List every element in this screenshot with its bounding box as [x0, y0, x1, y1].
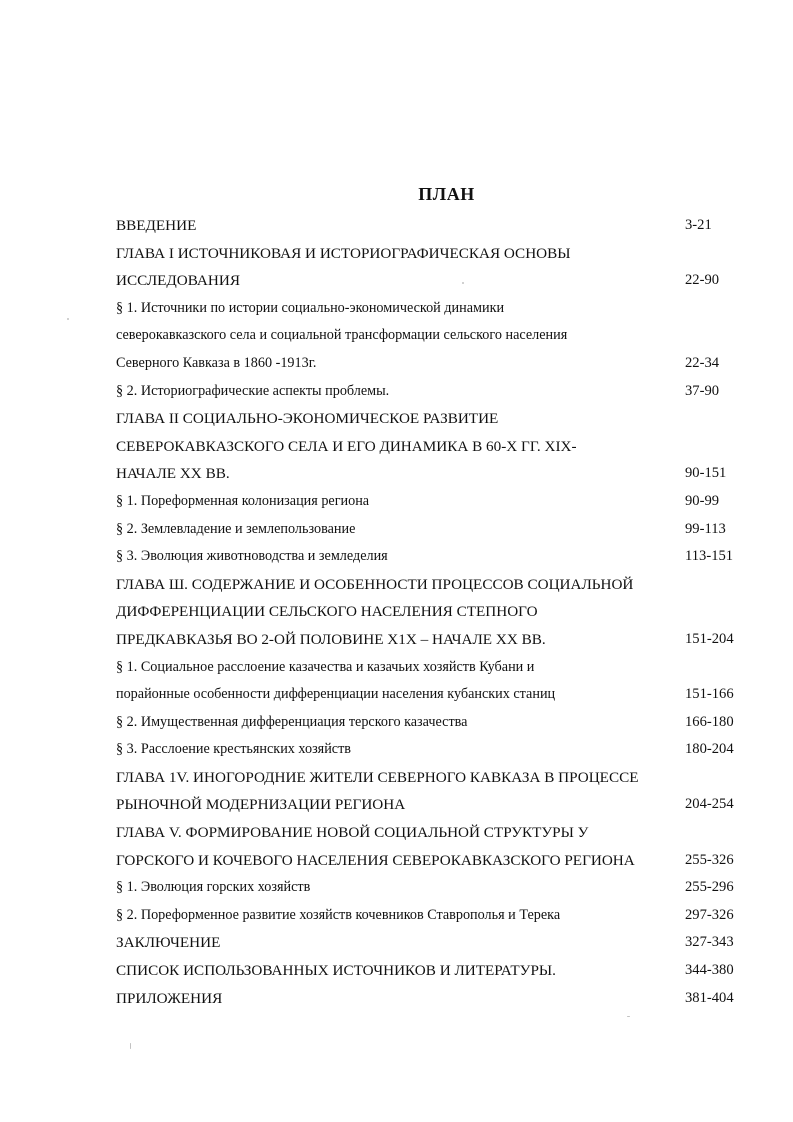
toc-entry-text: § 2. Землевладение и землепользование — [116, 520, 356, 537]
toc-entry-text: северокавказского села и социальной трансформации сельского населения — [116, 327, 568, 344]
scan-speck — [627, 1016, 630, 1017]
page-title: ПЛАН — [418, 184, 475, 204]
toc-row — [116, 350, 746, 378]
toc-row — [116, 543, 746, 571]
toc-entry-text: ГЛАВА 1V. ИНОГОРОДНИЕ ЖИТЕЛИ СЕВЕРНОГО КАВКАЗА В ПРОЦЕССЕ — [116, 768, 639, 786]
toc-page-range: 99-113 — [685, 520, 726, 537]
toc-row — [116, 598, 746, 626]
toc-entry-text: ПРЕДКАВКАЗЬЯ ВО 2-ОЙ ПОЛОВИНЕ Х1Х – НАЧАЛЕ XX ВВ. — [116, 630, 546, 648]
toc-row — [116, 488, 746, 516]
toc-page-range: 297-326 — [685, 906, 734, 923]
toc-entry-text: ИССЛЕДОВАНИЯ — [116, 272, 240, 290]
toc-row — [116, 654, 746, 682]
toc-row — [116, 516, 746, 544]
toc-row — [116, 295, 746, 323]
toc-entry-text: § 2. Историографические аспекты проблемы. — [116, 382, 390, 399]
toc-entry-text: ГЛАВА V. ФОРМИРОВАНИЕ НОВОЙ СОЦИАЛЬНОЙ СТРУКТУРЫ У — [116, 824, 589, 842]
scan-speck — [130, 1043, 131, 1049]
toc-row — [116, 681, 746, 709]
toc-entry-text: ГОРСКОГО И КОЧЕВОГО НАСЕЛЕНИЯ СЕВЕРОКАВКАЗСКОГО РЕГИОНА — [116, 851, 635, 869]
toc-entry-text: СПИСОК ИСПОЛЬЗОВАННЫХ ИСТОЧНИКОВ И ЛИТЕРАТУРЫ. — [116, 962, 556, 980]
toc-entry-text: СЕВЕРОКАВКАЗСКОГО СЕЛА И ЕГО ДИНАМИКА В 60-Х ГГ. XIX- — [116, 437, 577, 455]
scan-speck — [67, 318, 69, 320]
toc-row — [116, 957, 746, 985]
toc-row — [116, 902, 746, 930]
toc-entry-text: ВВЕДЕНИЕ — [116, 217, 197, 234]
toc-entry-text: § 1. Источники по истории социально-экономической динамики — [116, 299, 505, 316]
toc-page-range: 344-380 — [685, 962, 734, 979]
toc-entry-text: § 1. Эволюция горских хозяйств — [116, 879, 311, 896]
toc-page-range: 204-254 — [685, 796, 734, 813]
toc-entry-text: § 2. Имущественная дифференциация терского казачества — [116, 713, 468, 730]
toc-entry-text: Северного Кавказа в 1860 -1913г. — [116, 354, 317, 371]
toc-row — [116, 240, 746, 268]
toc-entry-text: НАЧАЛЕ XX ВВ. — [116, 465, 230, 483]
toc-entry-text: § 2. Пореформенное развитие хозяйств кочевников Ставрополья и Терека — [116, 906, 561, 923]
toc-entry-text: ДИФФЕРЕНЦИАЦИИ СЕЛЬСКОГО НАСЕЛЕНИЯ СТЕПНОГО — [116, 603, 538, 621]
toc-entry-text: ГЛАВА Ш. СОДЕРЖАНИЕ И ОСОБЕННОСТИ ПРОЦЕССОВ СОЦИАЛЬНОЙ — [116, 575, 634, 593]
toc-page-range: 3-21 — [685, 217, 712, 233]
toc-page-range: 90-151 — [685, 465, 727, 482]
toc-page-range: 381-404 — [685, 989, 734, 1006]
toc-row — [116, 736, 746, 764]
toc-page-range: 166-180 — [685, 713, 734, 730]
toc-page-range: 255-296 — [685, 879, 734, 896]
toc-row — [116, 626, 746, 654]
toc-row — [116, 460, 746, 488]
toc-row — [116, 267, 746, 295]
toc-page-range: 22-90 — [685, 272, 720, 289]
toc-row — [116, 322, 746, 350]
toc-entry-text: ПРИЛОЖЕНИЯ — [116, 989, 223, 1007]
toc-page-range: 113-151 — [685, 548, 734, 565]
toc-row — [116, 212, 746, 240]
toc-entry-text: ГЛАВА I ИСТОЧНИКОВАЯ И ИСТОРИОГРАФИЧЕСКАЯ ОСНОВЫ — [116, 244, 571, 262]
toc-row — [116, 571, 746, 599]
toc-entry-text: § 1. Социальное расслоение казачества и казачьих хозяйств Кубани и — [116, 658, 535, 675]
toc-row — [116, 433, 746, 461]
toc-row — [116, 405, 746, 433]
toc-page-range: 90-99 — [685, 492, 720, 509]
toc-page-range: 151-166 — [685, 686, 734, 703]
toc-row — [116, 874, 746, 902]
toc-page-range: 255-326 — [685, 851, 734, 868]
toc-row — [116, 378, 746, 406]
toc-page-range: 22-34 — [685, 354, 720, 371]
toc-row — [116, 929, 746, 957]
toc-entry-text: порайонные особенности дифференциации населения кубанских станиц — [116, 686, 556, 703]
table-of-contents — [116, 212, 746, 1012]
scan-speck — [462, 282, 464, 284]
toc-entry-text: ГЛАВА II СОЦИАЛЬНО-ЭКОНОМИЧЕСКОЕ РАЗВИТИЕ — [116, 410, 499, 428]
toc-page-range: 151-204 — [685, 630, 734, 647]
toc-page-range: 327-343 — [685, 934, 734, 951]
toc-row — [116, 985, 746, 1013]
toc-page-range: 37-90 — [685, 382, 720, 399]
toc-row — [116, 709, 746, 737]
toc-row — [116, 819, 746, 847]
toc-row — [116, 791, 746, 819]
toc-page-range: 180-204 — [685, 741, 734, 758]
toc-entry-text: ЗАКЛЮЧЕНИЕ — [116, 934, 221, 952]
toc-row — [116, 764, 746, 792]
toc-entry-text: § 1. Пореформенная колонизация региона — [116, 492, 370, 509]
toc-entry-text: § 3. Расслоение крестьянских хозяйств — [116, 741, 351, 758]
toc-entry-text: § 3. Эволюция животноводства и земледелия — [116, 548, 388, 565]
toc-row — [116, 847, 746, 875]
toc-entry-text: РЫНОЧНОЙ МОДЕРНИЗАЦИИ РЕГИОНА — [116, 796, 406, 814]
